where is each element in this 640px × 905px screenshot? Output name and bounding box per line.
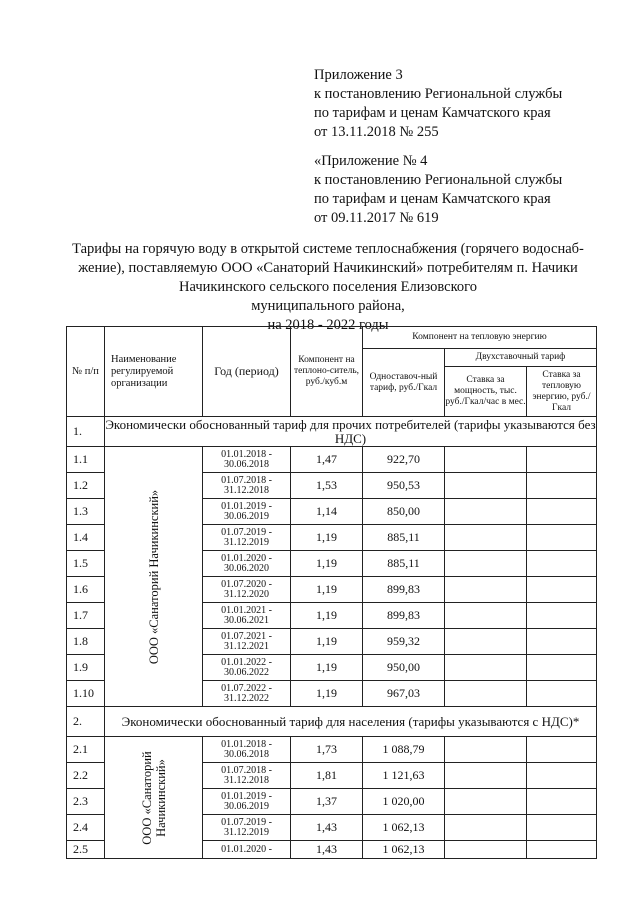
row-number: 1.7 (67, 603, 105, 629)
energy-rate-cell (527, 551, 597, 577)
table-row (67, 737, 597, 763)
capacity-rate-cell (445, 655, 527, 681)
energy-rate-cell (527, 841, 597, 859)
row-number: 1.5 (67, 551, 105, 577)
title-line: Тарифы на горячую воду в открытой системе теплоснабжения (горячего водоснаб- (72, 241, 584, 257)
header-line: по тарифам и ценам Камчатского края (314, 191, 551, 207)
capacity-rate-cell (445, 551, 527, 577)
single-rate-cell: 967,03 (363, 681, 445, 707)
period-cell: 01.07.2022 - 31.12.2022 (203, 681, 291, 707)
energy-rate-cell (527, 525, 597, 551)
period-cell: 01.01.2020 - 30.06.2020 (203, 551, 291, 577)
carrier-cell: 1,19 (291, 629, 363, 655)
header-org: Наименование регулируемой организации (105, 327, 203, 417)
energy-rate-cell (527, 473, 597, 499)
single-rate-cell: 1 062,13 (363, 815, 445, 841)
period-cell: 01.01.2018 - 30.06.2018 (203, 737, 291, 763)
title-line: жение), поставляемую ООО «Санаторий Начикинский» потребителям п. Начики (78, 260, 578, 276)
appendix-4-header (314, 152, 562, 228)
period-cell: 01.01.2021 - 30.06.2021 (203, 603, 291, 629)
capacity-rate-cell (445, 525, 527, 551)
title-line: Начикинского сельского поселения Елизовского (179, 279, 477, 295)
header-line: от 13.11.2018 № 255 (314, 124, 439, 140)
carrier-cell: 1,14 (291, 499, 363, 525)
single-rate-cell: 1 088,79 (363, 737, 445, 763)
carrier-cell: 1,19 (291, 525, 363, 551)
organization-name: ООО «Санаторий Начикинский» (146, 489, 161, 664)
row-number: 2.1 (67, 737, 105, 763)
energy-rate-cell (527, 815, 597, 841)
document-title (40, 240, 616, 335)
single-rate-cell: 850,00 (363, 499, 445, 525)
energy-rate-cell (527, 737, 597, 763)
capacity-rate-cell (445, 447, 527, 473)
period-cell: 01.07.2019 - 31.12.2019 (203, 525, 291, 551)
energy-rate-cell (527, 629, 597, 655)
single-rate-cell: 950,00 (363, 655, 445, 681)
capacity-rate-cell (445, 841, 527, 859)
single-rate-cell: 899,83 (363, 603, 445, 629)
period-cell: 01.07.2021 - 31.12.2021 (203, 629, 291, 655)
carrier-cell: 1,43 (291, 815, 363, 841)
header-line: к постановлению Региональной службы (314, 86, 563, 102)
carrier-cell: 1,47 (291, 447, 363, 473)
single-rate-cell: 1 121,63 (363, 763, 445, 789)
header-line: от 09.11.2017 № 619 (314, 210, 439, 226)
carrier-cell: 1,37 (291, 789, 363, 815)
period-cell: 01.01.2018 - 30.06.2018 (203, 447, 291, 473)
period-cell: 01.07.2018 - 31.12.2018 (203, 473, 291, 499)
single-rate-cell: 885,11 (363, 551, 445, 577)
tariff-table (66, 326, 597, 859)
organization-name: ООО «Санаторий Начикинский» (139, 750, 168, 845)
header-line: к постановлению Региональной службы (314, 172, 563, 188)
carrier-cell: 1,19 (291, 551, 363, 577)
capacity-rate-cell (445, 577, 527, 603)
row-number: 2.5 (67, 841, 105, 859)
energy-rate-cell (527, 499, 597, 525)
section-number: 2. (67, 707, 105, 737)
carrier-cell: 1,81 (291, 763, 363, 789)
section-title: Экономически обоснованный тариф для прочих потребителей (тарифы указываются без НДС) (105, 416, 596, 446)
header-period: Год (период) (203, 327, 291, 417)
carrier-cell: 1,73 (291, 737, 363, 763)
section-title: Экономически обоснованный тариф для населения (тарифы указываются с НДС)* (105, 707, 597, 737)
energy-rate-cell (527, 603, 597, 629)
row-number: 1.8 (67, 629, 105, 655)
capacity-rate-cell (445, 737, 527, 763)
title-line: на 2018 - 2022 годы (267, 317, 389, 333)
period-cell: 01.01.2019 - 30.06.2019 (203, 499, 291, 525)
carrier-cell: 1,19 (291, 603, 363, 629)
title-line: муниципального района, (251, 298, 405, 314)
organization-cell (105, 447, 203, 707)
row-number: 1.1 (67, 447, 105, 473)
capacity-rate-cell (445, 681, 527, 707)
period-cell: 01.07.2020 - 31.12.2020 (203, 577, 291, 603)
energy-rate-cell (527, 447, 597, 473)
header-line: по тарифам и ценам Камчатского края (314, 105, 551, 121)
capacity-rate-cell (445, 789, 527, 815)
header-single-rate: Одноставоч-ный тариф, руб./Гкал (363, 349, 445, 417)
header-energy-group: Компонент на тепловую энергию (363, 327, 597, 349)
carrier-cell: 1,53 (291, 473, 363, 499)
capacity-rate-cell (445, 763, 527, 789)
period-cell: 01.01.2019 - 30.06.2019 (203, 789, 291, 815)
energy-rate-cell (527, 763, 597, 789)
period-cell: 01.01.2022 - 30.06.2022 (203, 655, 291, 681)
row-number: 1.6 (67, 577, 105, 603)
carrier-cell: 1,19 (291, 681, 363, 707)
capacity-rate-cell (445, 473, 527, 499)
header-two-rate-group: Двухставочный тариф (445, 349, 597, 367)
energy-rate-cell (527, 577, 597, 603)
row-number: 1.3 (67, 499, 105, 525)
row-number: 1.4 (67, 525, 105, 551)
section-number: 1. (67, 417, 105, 447)
header-carrier: Компонент на теплоно-ситель, руб./куб.м (291, 327, 363, 417)
energy-rate-cell (527, 681, 597, 707)
single-rate-cell: 922,70 (363, 447, 445, 473)
header-line: «Приложение № 4 (314, 153, 428, 169)
carrier-cell: 1,19 (291, 577, 363, 603)
row-number: 2.3 (67, 789, 105, 815)
capacity-rate-cell (445, 603, 527, 629)
row-number: 1.2 (67, 473, 105, 499)
period-cell: 01.07.2019 - 31.12.2019 (203, 815, 291, 841)
header-line: Приложение 3 (314, 67, 403, 83)
header-num: № п/п (67, 327, 105, 417)
capacity-rate-cell (445, 499, 527, 525)
header-energy-rate: Ставка за тепловую энергию, руб./Гкал (527, 367, 597, 417)
organization-cell (105, 737, 203, 859)
single-rate-cell: 899,83 (363, 577, 445, 603)
row-number: 2.4 (67, 815, 105, 841)
row-number: 1.9 (67, 655, 105, 681)
carrier-cell: 1,43 (291, 841, 363, 859)
period-cell: 01.07.2018 - 31.12.2018 (203, 763, 291, 789)
row-number: 2.2 (67, 763, 105, 789)
carrier-cell: 1,19 (291, 655, 363, 681)
header-capacity-rate: Ставка за мощность, тыс. руб./Гкал/час в мес. (445, 367, 527, 417)
single-rate-cell: 1 062,13 (363, 841, 445, 859)
appendix-3-header (314, 66, 562, 142)
capacity-rate-cell (445, 815, 527, 841)
capacity-rate-cell (445, 629, 527, 655)
energy-rate-cell (527, 789, 597, 815)
single-rate-cell: 950,53 (363, 473, 445, 499)
period-cell: 01.01.2020 - (203, 841, 291, 859)
single-rate-cell: 885,11 (363, 525, 445, 551)
single-rate-cell: 1 020,00 (363, 789, 445, 815)
table-row (67, 447, 597, 473)
energy-rate-cell (527, 655, 597, 681)
row-number: 1.10 (67, 681, 105, 707)
single-rate-cell: 959,32 (363, 629, 445, 655)
